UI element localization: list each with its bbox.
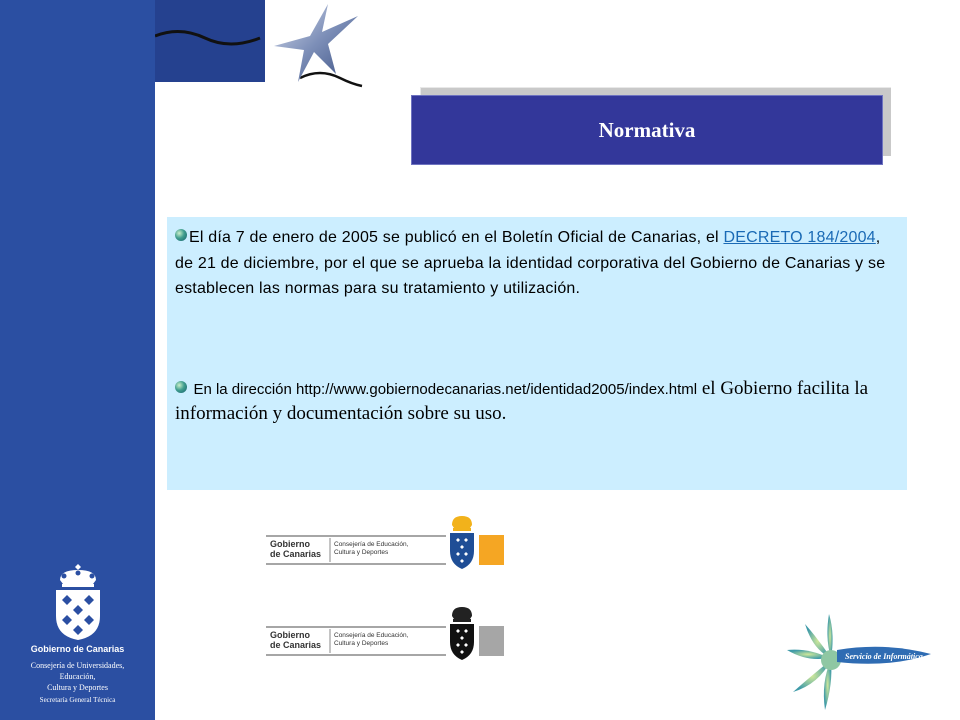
logo-accent-block (479, 626, 504, 656)
decree-link[interactable]: DECRETO 184/2004 (723, 229, 876, 246)
dept-line: Educación, (59, 672, 96, 681)
bullet-icon (175, 381, 187, 393)
dept-line: Cultura y Deportes (47, 683, 108, 692)
service-logo-icon (785, 610, 935, 715)
paragraph-identity (175, 377, 900, 426)
identity-url: http://www.gobiernodecanarias.net/identidad2005/index.html (296, 381, 698, 398)
dept-name (0, 660, 155, 693)
logo-text: Gobierno (270, 539, 310, 549)
logo-text: Cultura y Deportes (334, 640, 389, 647)
logo-text: de Canarias (270, 549, 322, 559)
star-icon (270, 2, 365, 84)
shield-icon (446, 604, 478, 662)
logo-text: Gobierno (270, 630, 310, 640)
page-title: Normativa (598, 117, 696, 142)
logo-accent-block (479, 535, 504, 565)
service-logo (785, 610, 935, 715)
dept-line: Consejería de Universidades, (30, 661, 125, 670)
bullet-icon (175, 229, 187, 241)
sidebar (0, 0, 155, 720)
logo-text: Consejería de Educación, (334, 632, 409, 639)
logo-gobierno (270, 539, 321, 559)
logo-text: Cultura y Deportes (334, 549, 389, 556)
service-logo-text: Servicio de Informática (845, 652, 923, 661)
paragraph-text: En la dirección (193, 381, 297, 398)
paragraph-text: el Gobierno facilita la información y documentación sobre su uso. (175, 378, 869, 424)
paragraph-decree (175, 225, 900, 302)
gov-name: Gobierno de Canarias (30, 644, 125, 654)
paragraph-text: , de 21 de diciembre, por el que se aprueba la identidad corporativa del Gobierno de Canarias y se establecen las normas para su tratamiento y utilización. (175, 229, 886, 297)
secretaria-label: Secretaría General Técnica (39, 696, 116, 704)
content-panel (167, 217, 907, 490)
logo-text: Consejería de Educación, (334, 541, 409, 548)
logo-gobierno (270, 630, 321, 650)
coat-of-arms-icon (48, 562, 108, 642)
logo-color (266, 513, 506, 573)
title-box (411, 95, 883, 165)
logo-text: de Canarias (270, 640, 322, 650)
logo-grayscale (266, 604, 506, 664)
shield-icon (446, 513, 478, 571)
paragraph-text: El día 7 de enero de 2005 se publicó en el Boletín Oficial de Canarias, el (189, 229, 724, 246)
logo-consejeria (334, 541, 408, 557)
logo-consejeria (334, 632, 408, 648)
